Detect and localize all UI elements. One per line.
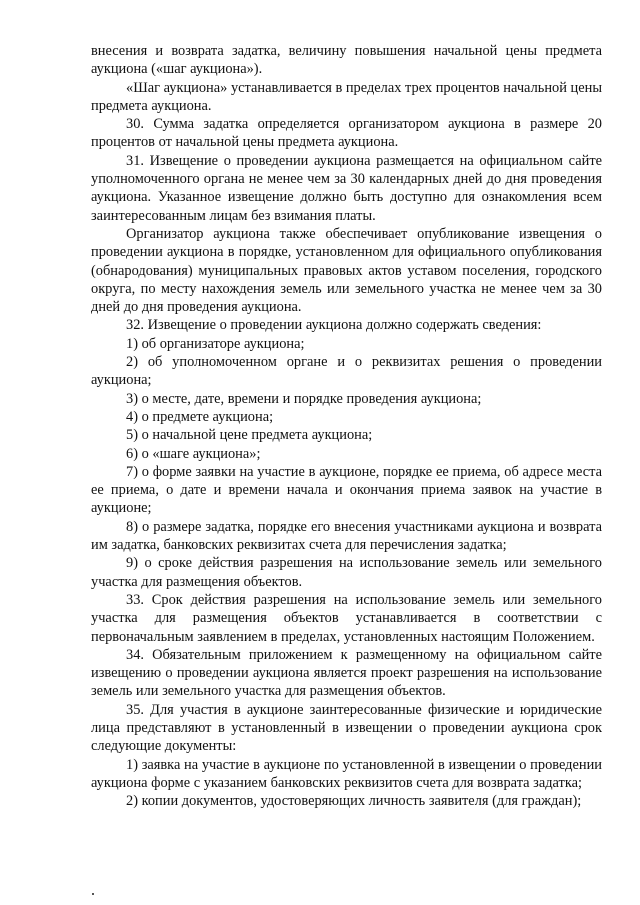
paragraph: внесения и возврата задатка, величину повышения начальной цены предмета аукциона («шаг аукциона»). xyxy=(91,43,602,78)
paragraph: 34. Обязательным приложением к размещенному на официальном сайте извещению о проведении аукциона является проект разрешения на использование земель или земельного участка для размещения объектов. xyxy=(91,646,602,700)
paragraph: 6) о «шаге аукциона»; xyxy=(126,445,261,462)
paragraph: 8) о размере задатка, порядке его внесения участниками аукциона и возврата им задатка, банковских реквизитах счета для перечисления задатка; xyxy=(91,518,602,554)
paragraph: 3) о месте, дате, времени и порядке проведения аукциона; xyxy=(126,390,482,407)
paragraph: 35. Для участия в аукционе заинтересованные физические и юридические лица представляют в установленный в извещении о проведении аукциона срок следующие документы: xyxy=(91,701,602,755)
paragraph: 1) заявка на участие в аукционе по установленной в извещении о проведении аукциона форме с указанием банковских реквизитов счета для возврата задатка; xyxy=(91,756,602,791)
document-body xyxy=(91,42,602,810)
paragraph: 33. Срок действия разрешения на использование земель или земельного участка для размещения объектов устанавливается в соответствии с первоначальным заявлением в пределах, установленных настоящим Положением. xyxy=(91,591,602,645)
paragraph: 31. Извещение о проведении аукциона размещается на официальном сайте уполномоченного органа не менее чем за 30 календарных дней до дня проведения аукциона. Указанное извещение должно быть доступно для ознакомления всем заинтересованным лицам без взимания платы. xyxy=(91,152,602,224)
paragraph: «Шаг аукциона» устанавливается в пределах трех процентов начальной цены предмета аукциона. xyxy=(91,79,602,114)
scan-speck xyxy=(92,893,94,895)
paragraph: 5) о начальной цене предмета аукциона; xyxy=(126,427,373,444)
paragraph: 2) об уполномоченном органе и о реквизитах решения о проведении аукциона; xyxy=(91,354,602,389)
paragraph: Организатор аукциона также обеспечивает опубликование извещения о проведении аукциона в порядке, установленном для официального опубликования (обнародования) муниципальных правовых актов уставом поселения, городского округа, по месту нахождения земель или земельного участка не менее чем за 30 дней до дня проведения аукциона. xyxy=(91,225,602,316)
paragraph: 1) об организаторе аукциона; xyxy=(126,335,305,352)
paragraph: 4) о предмете аукциона; xyxy=(126,408,274,425)
paragraph: 30. Сумма задатка определяется организатором аукциона в размере 20 процентов от начальной цены предмета аукциона. xyxy=(91,116,602,151)
paragraph: 2) копии документов, удостоверяющих личность заявителя (для граждан); xyxy=(126,793,582,810)
paragraph: 32. Извещение о проведении аукциона должно содержать сведения: xyxy=(126,317,542,334)
paragraph: 7) о форме заявки на участие в аукционе, порядке ее приема, об адресе места ее приема, о дате и времени начала и окончания приема заявок на участие в аукционе; xyxy=(91,463,602,517)
paragraph: 9) о сроке действия разрешения на использование земель или земельного участка для размещения объектов. xyxy=(91,555,602,590)
